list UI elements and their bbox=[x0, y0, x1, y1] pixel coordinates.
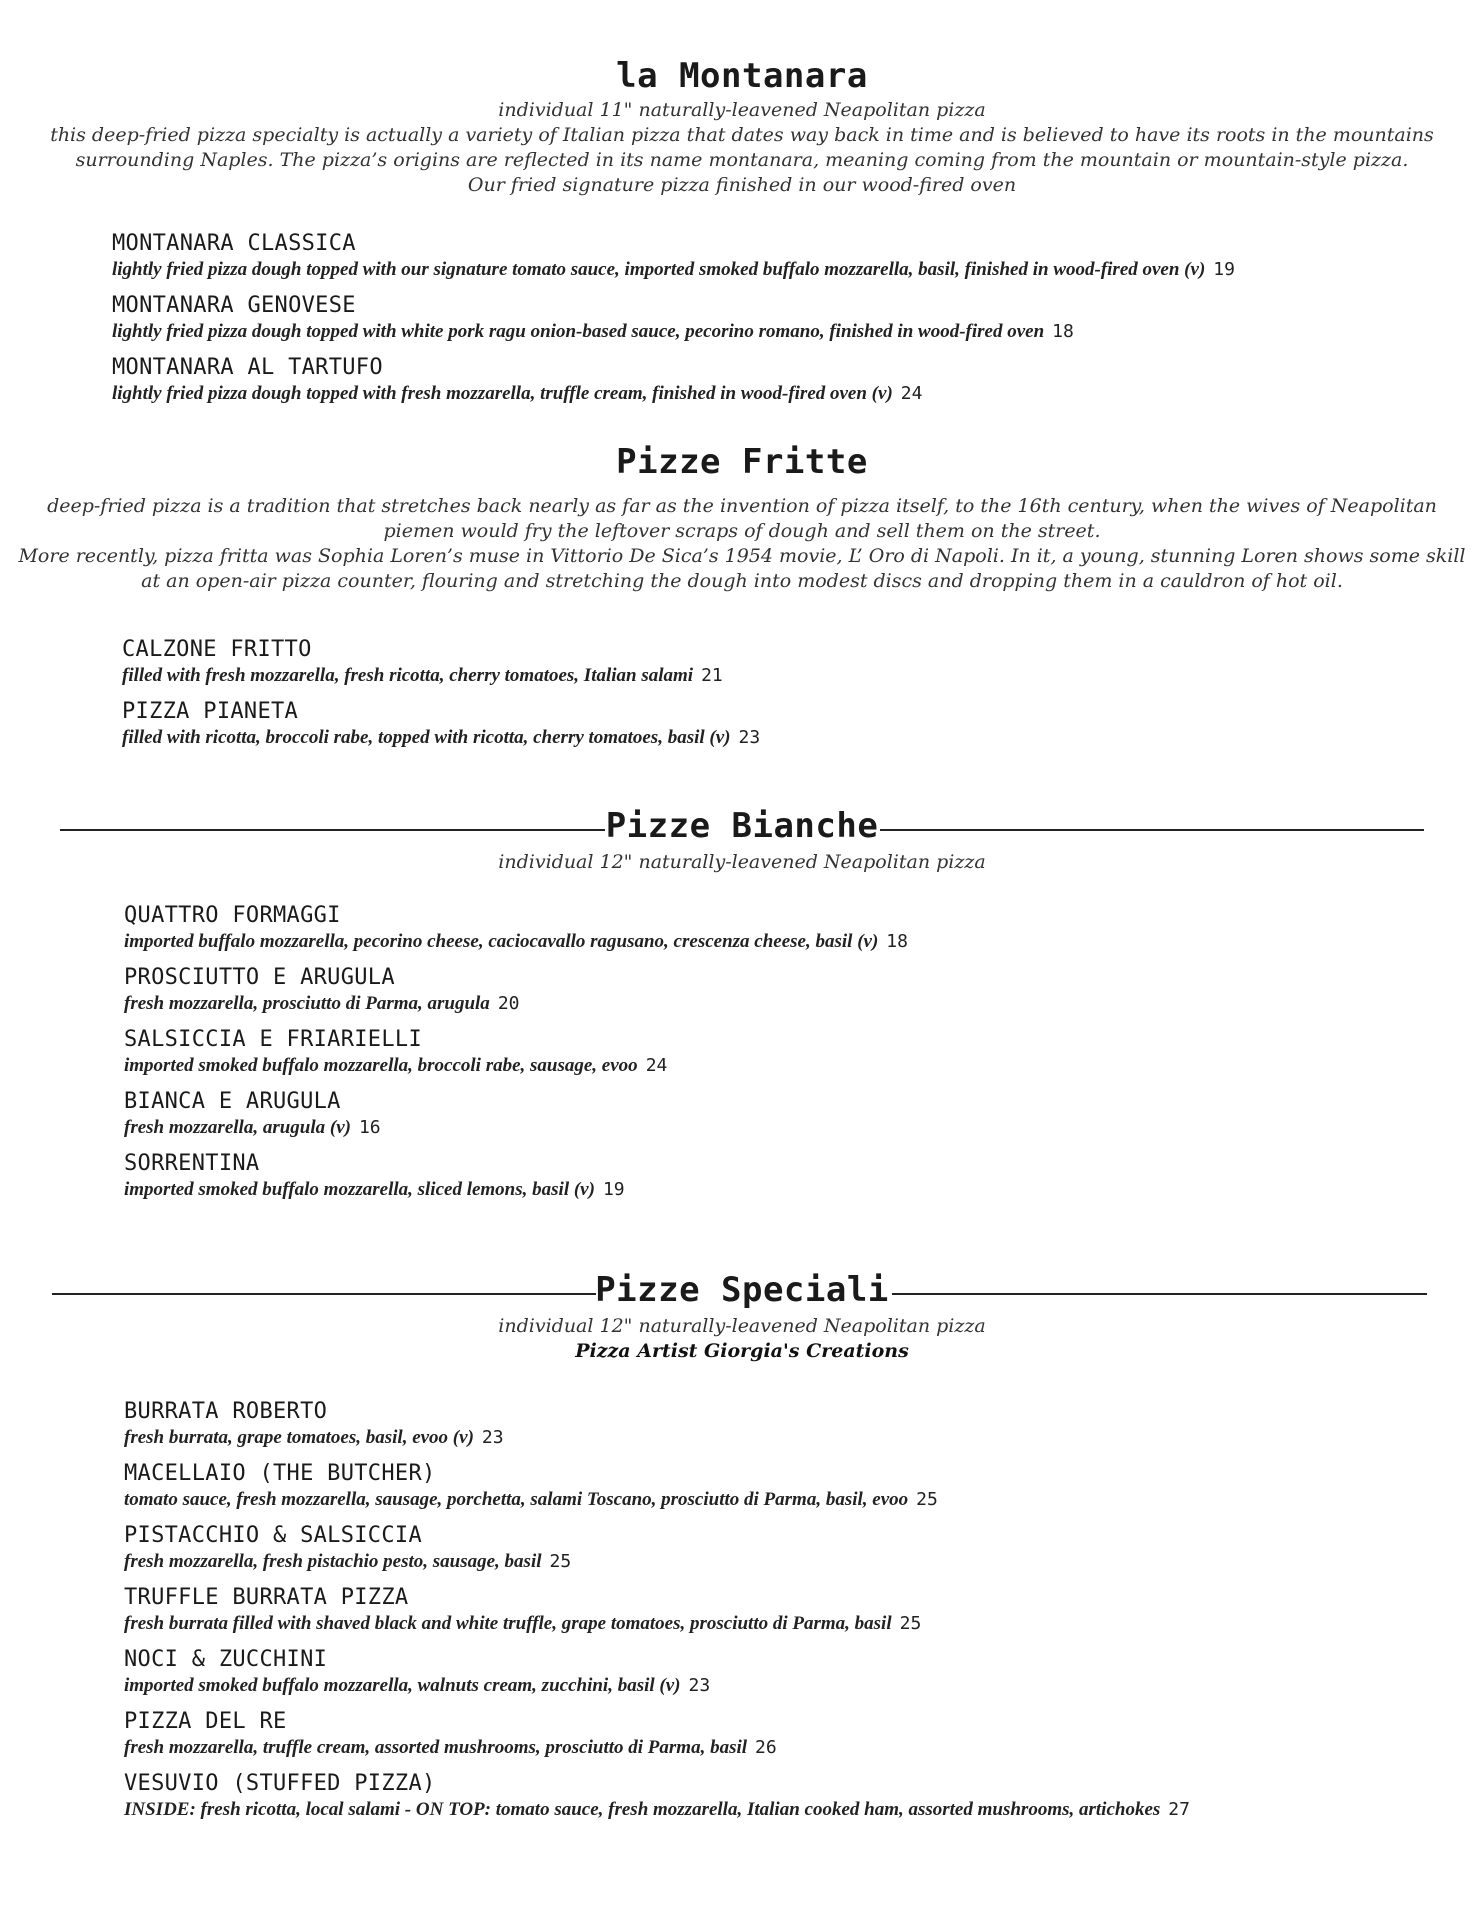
divider-right bbox=[880, 829, 1424, 831]
menu-item bbox=[112, 292, 1484, 344]
item-price: 24 bbox=[645, 1055, 668, 1076]
item-price: 23 bbox=[688, 1675, 711, 1696]
montanara-items bbox=[112, 230, 1484, 406]
item-price: 18 bbox=[886, 931, 908, 952]
item-name: NOCI & ZUCCHINI bbox=[124, 1647, 328, 1672]
item-description bbox=[124, 930, 1484, 954]
menu-item bbox=[124, 1770, 1484, 1822]
item-description bbox=[124, 1116, 1484, 1140]
item-description bbox=[124, 1488, 1484, 1512]
menu-item bbox=[122, 698, 1484, 750]
menu-item bbox=[124, 1646, 1484, 1698]
item-price: 26 bbox=[755, 1737, 777, 1758]
item-price: 27 bbox=[1168, 1799, 1190, 1820]
item-description bbox=[124, 1550, 1484, 1574]
menu-item bbox=[124, 1584, 1484, 1636]
item-name: PIZZA PIANETA bbox=[122, 699, 299, 724]
bianche-title: Pizze Bianche bbox=[605, 806, 879, 846]
item-name: MONTANARA AL TARTUFO bbox=[112, 355, 383, 380]
item-name: BIANCA E ARUGULA bbox=[124, 1089, 341, 1114]
item-description-text: tomato sauce, fresh mozzarella, sausage, porchetta, salami Toscano, prosciutto di Parma, basil, evoo bbox=[124, 1489, 909, 1510]
bianche-header bbox=[0, 806, 1484, 875]
montanara-header bbox=[0, 56, 1484, 198]
item-description bbox=[124, 1612, 1484, 1636]
item-name: PIZZA DEL RE bbox=[124, 1709, 287, 1734]
item-price: 23 bbox=[738, 727, 761, 748]
item-description-text: imported smoked buffalo mozzarella, broccoli rabe, sausage, evoo bbox=[124, 1055, 638, 1076]
item-name: VESUVIO (STUFFED PIZZA) bbox=[124, 1771, 436, 1796]
item-description bbox=[124, 1674, 1484, 1698]
menu-item bbox=[124, 1708, 1484, 1760]
item-name: BURRATA ROBERTO bbox=[124, 1399, 328, 1424]
speciali-subtitle: individual 12" naturally-leavened Neapolitan pizza bbox=[498, 1315, 986, 1337]
menu-item bbox=[112, 230, 1484, 282]
item-price: 24 bbox=[900, 383, 923, 404]
item-description-text: fresh burrata filled with shaved black and white truffle, grape tomatoes, prosciutto di Parma, basil bbox=[124, 1613, 892, 1634]
montanara-subtitle: individual 11" naturally-leavened Neapolitan pizza bbox=[498, 99, 986, 121]
menu-item bbox=[124, 1150, 1484, 1202]
item-description-text: fresh mozzarella, truffle cream, assorted mushrooms, prosciutto di Parma, basil bbox=[124, 1737, 748, 1758]
speciali-title: Pizze Speciali bbox=[595, 1270, 889, 1310]
item-description bbox=[112, 320, 1484, 344]
item-price: 25 bbox=[899, 1613, 922, 1634]
menu-item bbox=[122, 636, 1484, 688]
item-description-text: lightly fried pizza dough topped with our signature tomato sauce, imported smoked buffalo mozzarella, basil, finished in wood-fired oven (v) bbox=[112, 259, 1206, 280]
item-name: MONTANARA GENOVESE bbox=[112, 293, 356, 318]
item-description-text: fresh mozzarella, prosciutto di Parma, arugula bbox=[124, 993, 490, 1014]
menu-item bbox=[124, 1026, 1484, 1078]
item-description bbox=[124, 1736, 1484, 1760]
speciali-items bbox=[124, 1398, 1484, 1822]
menu-item bbox=[112, 354, 1484, 406]
item-description bbox=[124, 992, 1484, 1016]
montanara-description-line-1: this deep-fried pizza specialty is actually a variety of Italian pizza that dates way back in time and is believed to have its roots in the mountains bbox=[50, 124, 1434, 146]
bianche-subtitle: individual 12" naturally-leavened Neapolitan pizza bbox=[498, 851, 986, 873]
item-description bbox=[124, 1426, 1484, 1450]
item-name: PISTACCHIO & SALSICCIA bbox=[124, 1523, 422, 1548]
bianche-items bbox=[124, 902, 1484, 1202]
speciali-title-rule bbox=[0, 1270, 1484, 1314]
item-price: 18 bbox=[1052, 321, 1074, 342]
item-price: 20 bbox=[497, 993, 520, 1014]
montanara-title: la Montanara bbox=[616, 56, 868, 96]
item-description bbox=[122, 726, 1484, 750]
item-price: 19 bbox=[602, 1179, 625, 1200]
item-price: 21 bbox=[701, 665, 723, 686]
item-description bbox=[124, 1798, 1484, 1822]
divider-right bbox=[892, 1293, 1427, 1295]
item-description-text: fresh burrata, grape tomatoes, basil, evoo (v) bbox=[124, 1427, 474, 1448]
item-description-text: INSIDE: fresh ricotta, local salami - ON TOP: tomato sauce, fresh mozzarella, Italian cooked ham, assorted mushrooms, artichokes bbox=[124, 1799, 1161, 1820]
item-description-text: lightly fried pizza dough topped with white pork ragu onion-based sauce, pecorino romano, finished in wood-fired oven bbox=[112, 321, 1045, 342]
item-description-text: imported smoked buffalo mozzarella, walnuts cream, zucchini, basil (v) bbox=[124, 1675, 681, 1696]
item-price: 16 bbox=[358, 1117, 381, 1138]
item-description-text: lightly fried pizza dough topped with fresh mozzarella, truffle cream, finished in wood-fired oven (v) bbox=[112, 383, 893, 404]
montanara-description-line-2: surrounding Naples. The pizza’s origins are reflected in its name montanara, meaning coming from the mountain or mountain-style pizza. bbox=[75, 149, 1409, 171]
item-price: 19 bbox=[1213, 259, 1235, 280]
menu-item bbox=[124, 1398, 1484, 1450]
item-description-text: filled with fresh mozzarella, fresh ricotta, cherry tomatoes, Italian salami bbox=[122, 665, 694, 686]
item-name: TRUFFLE BURRATA PIZZA bbox=[124, 1585, 409, 1610]
item-description-text: fresh mozzarella, fresh pistachio pesto, sausage, basil bbox=[124, 1551, 542, 1572]
menu-item bbox=[124, 1460, 1484, 1512]
speciali-header bbox=[0, 1270, 1484, 1364]
item-name: CALZONE FRITTO bbox=[122, 637, 312, 662]
bianche-title-rule bbox=[0, 806, 1484, 850]
item-price: 25 bbox=[549, 1551, 572, 1572]
menu-item bbox=[124, 902, 1484, 954]
item-description bbox=[122, 664, 1484, 688]
item-description-text: imported buffalo mozzarella, pecorino cheese, caciocavallo ragusano, crescenza cheese, basil (v) bbox=[124, 931, 879, 952]
item-name: QUATTRO FORMAGGI bbox=[124, 903, 341, 928]
menu-item bbox=[124, 964, 1484, 1016]
item-description-text: filled with ricotta, broccoli rabe, topped with ricotta, cherry tomatoes, basil (v) bbox=[122, 727, 731, 748]
item-description bbox=[124, 1054, 1484, 1078]
fritte-description-line-2: piemen would fry the leftover scraps of dough and sell them on the street. bbox=[383, 520, 1101, 542]
fritte-title: Pizze Fritte bbox=[616, 442, 868, 482]
item-description bbox=[112, 258, 1484, 282]
item-price: 25 bbox=[916, 1489, 938, 1510]
item-price: 23 bbox=[481, 1427, 504, 1448]
item-name: PROSCIUTTO E ARUGULA bbox=[124, 965, 395, 990]
item-description-text: imported smoked buffalo mozzarella, sliced lemons, basil (v) bbox=[124, 1179, 595, 1200]
fritte-items bbox=[122, 636, 1484, 750]
menu-item bbox=[124, 1522, 1484, 1574]
item-name: MONTANARA CLASSICA bbox=[112, 231, 356, 256]
item-description bbox=[112, 382, 1484, 406]
fritte-description-line-4: at an open-air pizza counter, flouring and stretching the dough into modest discs and dropping them in a cauldron of hot oil. bbox=[141, 570, 1343, 592]
montanara-description-line-3: Our fried signature pizza finished in our wood-fired oven bbox=[467, 174, 1017, 196]
fritte-description-line-1: deep-fried pizza is a tradition that stretches back nearly as far as the invention of pizza itself, to the 16th century, when the wives of Neapolitan bbox=[47, 495, 1437, 517]
fritte-description-line-3: More recently, pizza fritta was Sophia Loren’s muse in Vittorio De Sica’s 1954 movie, L’ Oro di Napoli. In it, a young, stunning Loren shows some skill bbox=[18, 545, 1466, 567]
item-name: SALSICCIA E FRIARIELLI bbox=[124, 1027, 422, 1052]
item-name: SORRENTINA bbox=[124, 1151, 260, 1176]
item-description-text: fresh mozzarella, arugula (v) bbox=[124, 1117, 351, 1138]
item-name: MACELLAIO (THE BUTCHER) bbox=[124, 1461, 436, 1486]
fritte-header bbox=[0, 442, 1484, 594]
menu-item bbox=[124, 1088, 1484, 1140]
speciali-tagline: Pizza Artist Giorgia's Creations bbox=[575, 1340, 909, 1362]
item-description bbox=[124, 1178, 1484, 1202]
